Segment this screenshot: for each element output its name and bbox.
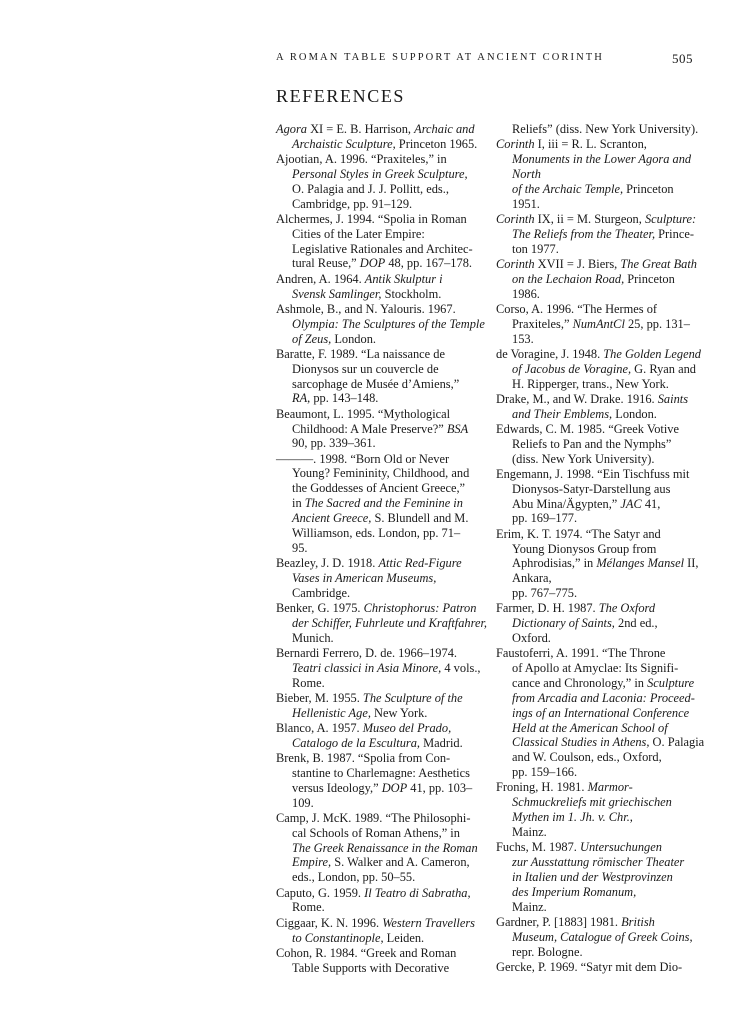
reference-line: Dictionary of Saints, 2nd ed., <box>512 616 658 631</box>
reference-entry <box>276 407 476 452</box>
reference-line: Catalogo de la Escultura, Madrid. <box>292 735 463 750</box>
reference-line: Ancient Greece, S. Blundell and M. <box>292 511 469 525</box>
reference-line: Williamson, eds. London, pp. 71– <box>292 525 461 540</box>
reference-line: cance and Chronology,” in Sculpture <box>512 676 695 691</box>
reference-line: Monuments in the Lower Agora and <box>512 152 692 167</box>
reference-line: Bieber, M. 1955. The Sculpture of the <box>276 690 463 705</box>
reference-line: in The Sacred and the Feminine in <box>292 496 463 511</box>
reference-line: the Goddesses of Ancient Greece,” <box>292 481 466 496</box>
reference-line: Baratte, F. 1989. “La naissance de <box>276 346 445 361</box>
reference-line: of Apollo at Amyclae: Its Signifi- <box>512 661 679 676</box>
reference-entry <box>496 122 699 137</box>
reference-line: and Their Emblems, London. <box>512 406 657 421</box>
reference-line: RA, pp. 143–148. <box>292 391 379 406</box>
reference-line: Ajootian, A. 1996. “Praxiteles,” in <box>276 152 447 167</box>
reference-line: zur Ausstattung römischer Theater <box>512 855 685 870</box>
reference-line: Classical Studies in Athens, O. Palagia <box>512 735 705 750</box>
reference-line: 90, pp. 339–361. <box>292 436 376 451</box>
reference-line: of the Archaic Temple, Princeton <box>512 181 674 196</box>
reference-line: ings of an International Conference <box>512 705 690 720</box>
reference-line: Vases in American Museums, <box>292 570 437 585</box>
reference-entry <box>276 347 476 406</box>
reference-entry <box>496 601 696 646</box>
reference-line: Corinth I, iii = R. L. Scranton, <box>496 137 647 152</box>
reference-line: Gardner, P. [1883] 1981. British <box>496 914 655 929</box>
reference-line: Rome. <box>292 675 325 690</box>
reference-line: Farmer, D. H. 1987. The Oxford <box>496 601 656 616</box>
reference-line: Childhood: A Male Preserve?” BSA <box>292 421 469 436</box>
reference-line: Teatri classici in Asia Minore, 4 vols., <box>292 660 481 675</box>
reference-line: Mainz. <box>512 899 547 914</box>
reference-line: der Schiffer, Fuhrleute und Kraftfahrer, <box>292 615 488 630</box>
reference-entry <box>276 886 476 916</box>
reference-entry <box>276 946 476 976</box>
reference-line: de Voragine, J. 1948. The Golden Legend <box>496 346 701 361</box>
reference-entry <box>496 526 699 601</box>
reference-entry <box>496 212 696 257</box>
reference-line: Brenk, B. 1987. “Spolia from Con- <box>276 751 451 766</box>
reference-line: H. Ripperger, trans., New York. <box>512 376 669 391</box>
reference-line: Cohon, R. 1984. “Greek and Roman <box>276 945 457 960</box>
reference-line: pp. 767–775. <box>512 586 578 601</box>
reference-entry <box>276 751 476 810</box>
reference-line: Corinth XVII = J. Biers, The Great Bath <box>496 256 697 271</box>
reference-entry <box>276 301 485 347</box>
reference-line: 95. <box>292 540 308 555</box>
reference-line: Froning, H. 1981. Marmor- <box>496 780 633 795</box>
reference-line: repr. Bologne. <box>512 944 583 959</box>
reference-line: Bernardi Ferrero, D. de. 1966–1974. <box>276 645 457 660</box>
reference-entry <box>496 137 696 211</box>
reference-line: Personal Styles in Greek Sculpture, <box>292 166 468 181</box>
reference-line: Gercke, P. 1969. “Satyr mit dem Dio- <box>496 959 683 974</box>
reference-line: des Imperium Romanum, <box>512 884 637 899</box>
reference-entry <box>276 916 476 946</box>
reference-line: on the Lechaion Road, Princeton <box>512 271 675 286</box>
reference-line: Cities of the Later Empire: <box>292 226 425 241</box>
reference-entry <box>496 915 696 960</box>
reference-line: in Italien und der Westprovinzen <box>512 869 673 884</box>
reference-line: tural Reuse,” DOP 48, pp. 167–178. <box>292 256 472 271</box>
reference-line: Olympia: The Sculptures of the Temple <box>292 316 485 331</box>
reference-entry <box>276 811 476 885</box>
reference-entry <box>496 646 705 780</box>
reference-entry <box>276 691 476 721</box>
reference-line: ———. 1998. “Born Old or Never <box>276 451 450 466</box>
reference-entry <box>496 302 696 347</box>
reference-line: Museum, Catalogue of Greek Coins, <box>512 929 693 944</box>
reference-line: Camp, J. McK. 1989. “The Philosophi- <box>276 810 471 825</box>
reference-line: to Constantinople, Leiden. <box>292 930 425 945</box>
reference-entry <box>276 272 476 302</box>
reference-line: Reliefs” (diss. New York University). <box>512 122 699 136</box>
reference-line: Svensk Samlinger, Stockholm. <box>292 286 442 301</box>
reference-line: Young Dionysos Group from <box>512 541 657 556</box>
reference-line: North <box>512 166 541 181</box>
reference-entry <box>496 960 696 975</box>
reference-line: from Arcadia and Laconia: Proceed- <box>512 690 695 705</box>
reference-line: sarcophage de Musée d’Amiens,” <box>292 376 460 391</box>
reference-line: stantine to Charlemagne: Aesthetics <box>292 765 470 780</box>
reference-line: Ciggaar, K. N. 1996. Western Travellers <box>276 915 476 930</box>
reference-line: Dionysos sur un couvercle de <box>292 361 439 376</box>
reference-line: Erim, K. T. 1974. “The Satyr and <box>496 526 661 541</box>
references-column-right <box>496 122 705 975</box>
reference-line: Abu Mina/Ägypten,” JAC 41, <box>512 496 661 511</box>
reference-line: cal Schools of Roman Athens,” in <box>292 825 460 840</box>
reference-line: O. Palagia and J. J. Pollitt, eds., <box>292 181 449 196</box>
reference-line: Aphrodisias,” in Mélanges Mansel II, <box>512 556 699 571</box>
reference-entry <box>496 422 696 467</box>
reference-line: Faustoferri, A. 1991. “The Throne <box>496 646 666 661</box>
reference-entry <box>496 840 696 914</box>
reference-line: 153. <box>512 331 534 346</box>
reference-line: of Jacobus de Voragine, G. Ryan and <box>512 361 696 376</box>
reference-entry <box>496 257 696 302</box>
reference-entry <box>276 122 476 152</box>
reference-line: Edwards, C. M. 1985. “Greek Votive <box>496 421 679 436</box>
references-column-left <box>276 122 488 976</box>
reference-entry <box>496 467 696 526</box>
reference-entry <box>276 556 476 601</box>
reference-line: Schmuckreliefs mit griechischen <box>512 795 672 810</box>
reference-line: Rome. <box>292 900 325 915</box>
reference-entry <box>276 452 476 556</box>
reference-line: Beazley, J. D. 1918. Attic Red-Figure <box>276 555 462 570</box>
reference-entry <box>276 152 476 211</box>
reference-entry <box>496 346 701 392</box>
reference-line: Legislative Rationales and Architec- <box>292 241 473 256</box>
reference-entry <box>276 600 488 646</box>
reference-line: versus Ideology,” DOP 41, pp. 103– <box>292 780 473 795</box>
reference-line: Held at the American School of <box>512 720 668 735</box>
reference-entry <box>276 721 476 751</box>
reference-line: Young? Femininity, Childhood, and <box>292 466 470 481</box>
reference-line: Ashmole, B., and N. Yalouris. 1967. <box>276 301 456 316</box>
reference-line: The Reliefs from the Theater, Prince- <box>512 226 694 241</box>
reference-line: 1951. <box>512 196 540 211</box>
reference-line: Corso, A. 1996. “The Hermes of <box>496 301 658 316</box>
reference-line: Munich. <box>292 630 334 645</box>
section-title: REFERENCES <box>276 86 406 106</box>
reference-line: eds., London, pp. 50–55. <box>292 870 416 885</box>
reference-line: Beaumont, L. 1995. “Mythological <box>276 406 451 421</box>
reference-line: Dionysos-Satyr-Darstellung aus <box>512 481 671 496</box>
reference-line: Agora XI = E. B. Harrison, Archaic and <box>276 122 475 136</box>
reference-line: Praxiteles,” NumAntCl 25, pp. 131– <box>512 316 690 331</box>
reference-line: 1986. <box>512 286 540 301</box>
reference-line: Blanco, A. 1957. Museo del Prado, <box>276 721 452 735</box>
reference-line: Mythen im 1. Jh. v. Chr., <box>512 810 633 825</box>
reference-line: Corinth IX, ii = M. Sturgeon, Sculpture: <box>496 211 697 226</box>
reference-line: Oxford. <box>512 631 551 646</box>
reference-line: Hellenistic Age, New York. <box>292 705 428 720</box>
reference-line: Engemann, J. 1998. “Ein Tischfuss mit <box>496 466 690 481</box>
reference-line: ton 1977. <box>512 241 559 256</box>
reference-line: Andren, A. 1964. Antik Skulptur i <box>276 271 443 286</box>
reference-line: Reliefs to Pan and the Nymphs” <box>512 436 672 451</box>
reference-line: and W. Coulson, eds., Oxford, <box>512 750 662 765</box>
reference-line: pp. 159–166. <box>512 765 578 780</box>
reference-line: Table Supports with Decorative <box>292 960 450 975</box>
reference-line: Caputo, G. 1959. Il Teatro di Sabratha, <box>276 885 471 900</box>
reference-line: Mainz. <box>512 824 547 839</box>
reference-line: 109. <box>292 795 314 810</box>
running-head: A ROMAN TABLE SUPPORT AT ANCIENT CORINTH <box>276 52 604 63</box>
reference-line: Cambridge. <box>292 585 351 600</box>
reference-line: of Zeus, London. <box>292 331 376 346</box>
reference-line: Alchermes, J. 1994. “Spolia in Roman <box>276 211 467 226</box>
reference-line: Empire, S. Walker and A. Cameron, <box>292 855 470 870</box>
reference-line: Cambridge, pp. 91–129. <box>292 196 413 211</box>
page-number: 505 <box>672 51 693 66</box>
reference-line: pp. 169–177. <box>512 511 578 526</box>
reference-entry <box>276 212 476 271</box>
reference-entry <box>496 780 696 839</box>
reference-entry <box>276 645 481 691</box>
reference-line: Benker, G. 1975. Christophorus: Patron <box>276 600 477 615</box>
reference-line: The Greek Renaissance in the Roman <box>292 840 478 855</box>
reference-entry <box>496 392 696 422</box>
reference-line: Archaistic Sculpture, Princeton 1965. <box>292 136 478 151</box>
reference-line: (diss. New York University). <box>512 451 655 466</box>
reference-line: Ankara, <box>512 571 552 586</box>
reference-line: Drake, M., and W. Drake. 1916. Saints <box>496 391 689 406</box>
reference-line: Fuchs, M. 1987. Untersuchungen <box>496 840 662 855</box>
